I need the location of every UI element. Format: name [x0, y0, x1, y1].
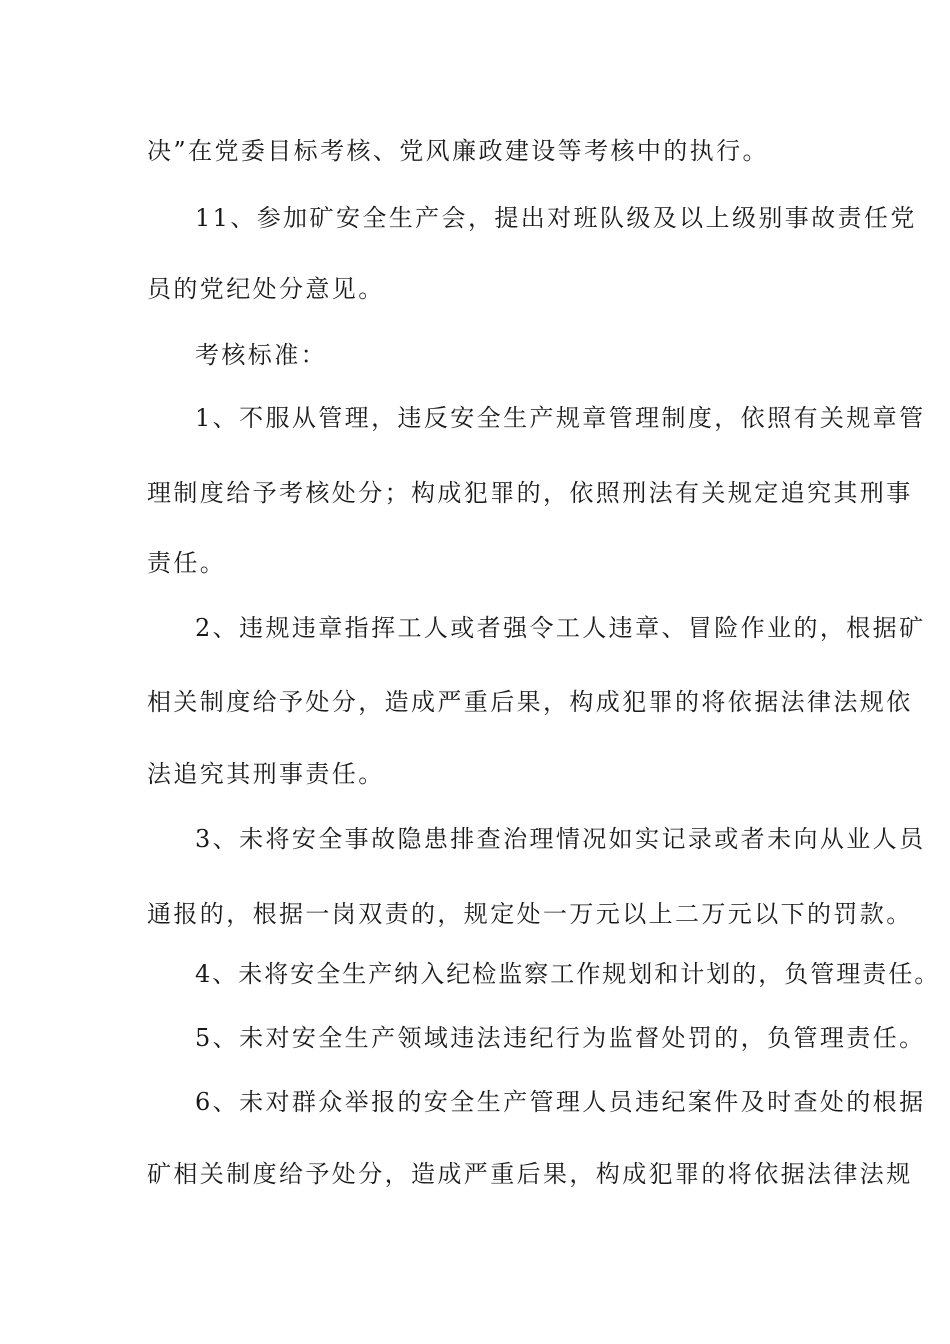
text-line: 考核标准： — [195, 341, 327, 369]
text-line: 相关制度给予处分，造成严重后果，构成犯罪的将依据法律法规依 — [147, 688, 913, 716]
text-line: 4、未将安全生产纳入纪检监察工作规划和计划的，负管理责任。 — [195, 960, 941, 988]
text-line: 1、不服从管理，违反安全生产规章管理制度，依照有关规章管 — [195, 404, 926, 432]
text-line: 责任。 — [147, 549, 227, 577]
text-line: 11、参加矿安全生产会，提出对班队级及以上级别事故责任党 — [195, 204, 917, 232]
text-line: 员的党纪处分意见。 — [147, 275, 385, 303]
text-line: 理制度给予考核处分；构成犯罪的，依照刑法有关规定追究其刑事 — [147, 479, 913, 507]
text-line: 3、未将安全事故隐患排查治理情况如实记录或者未向从业人员 — [195, 825, 926, 853]
text-line: 矿相关制度给予处分，造成严重后果，构成犯罪的将依据法律法规 — [147, 1160, 913, 1188]
text-line: 5、未对安全生产领域违法违纪行为监督处罚的，负管理责任。 — [195, 1024, 926, 1052]
text-line: 法追究其刑事责任。 — [147, 760, 385, 788]
text-line: 2、违规违章指挥工人或者强令工人违章、冒险作业的，根据矿 — [195, 614, 926, 642]
text-line: 6、未对群众举报的安全生产管理人员违纪案件及时查处的根据 — [195, 1088, 926, 1116]
text-line: 通报的，根据一岗双责的，规定处一万元以上二万元以下的罚款。 — [147, 900, 913, 928]
text-line: 决”在党委目标考核、党风廉政建设等考核中的执行。 — [147, 137, 769, 165]
